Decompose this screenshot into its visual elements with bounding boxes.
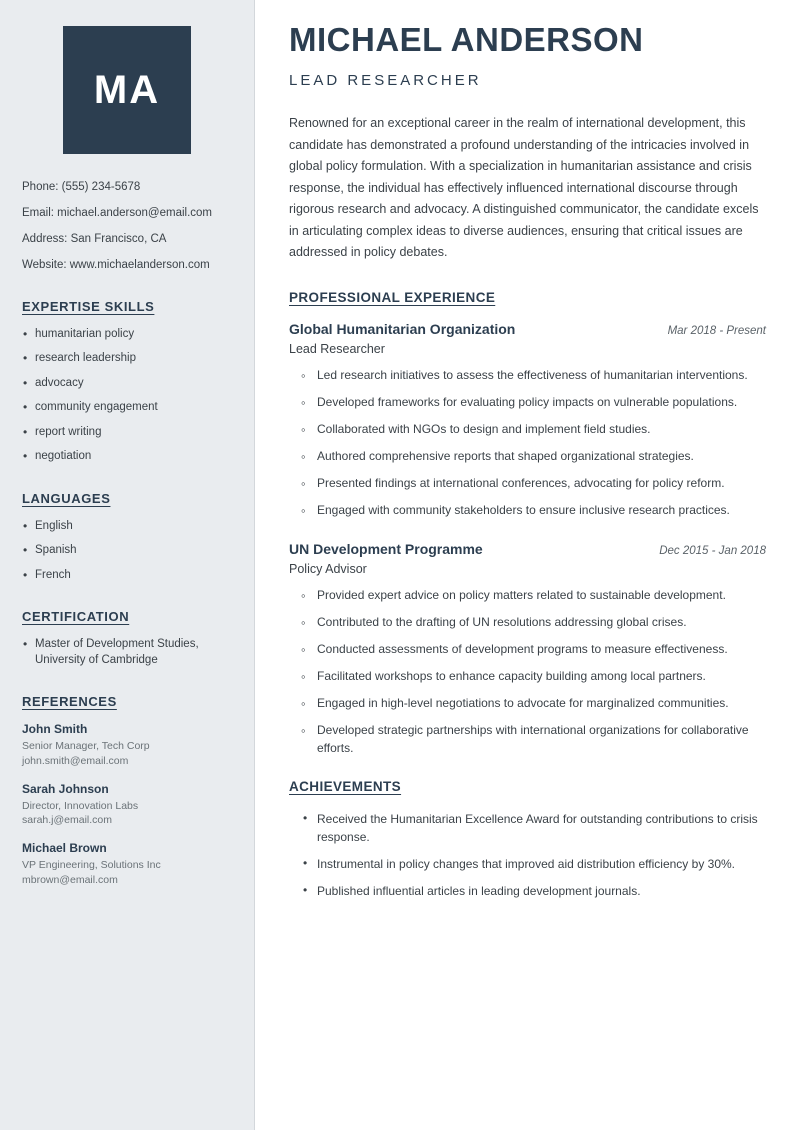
- reference-email: john.smith@email.com: [22, 755, 129, 768]
- contact-email: Email: michael.anderson@email.com: [22, 206, 212, 219]
- experience-header: [289, 321, 766, 337]
- list-item: ◦ Developed strategic partnerships with international organizations for collaborative efforts.: [301, 721, 766, 757]
- languages-list: [22, 519, 232, 584]
- experience-header: [289, 541, 766, 557]
- list-item: • humanitarian policy: [22, 327, 232, 343]
- list-item: • English: [22, 519, 232, 535]
- list-item: ◦ Collaborated with NGOs to design and implement field studies.: [301, 420, 766, 438]
- certification-section: [22, 609, 232, 668]
- reference-role: Director, Innovation Labs: [22, 799, 139, 812]
- list-item: ◦ Contributed to the drafting of UN resolutions addressing global crises.: [301, 613, 766, 631]
- company-name: Global Humanitarian Organization: [289, 320, 516, 337]
- list-item: • negotiation: [22, 449, 232, 465]
- list-item: ◦ Led research initiatives to assess the effectiveness of humanitarian interventions.: [301, 366, 766, 384]
- languages-section: [22, 491, 232, 584]
- expertise-skills-list: [22, 327, 232, 465]
- contact-address: Address: San Francisco, CA: [22, 232, 167, 245]
- employment-dates: Mar 2018 - Present: [667, 324, 766, 337]
- employment-dates: Dec 2015 - Jan 2018: [659, 544, 766, 557]
- references-heading: REFERENCES: [22, 694, 117, 710]
- page-title: MICHAEL ANDERSON: [289, 21, 644, 58]
- list-item: • community engagement: [22, 400, 232, 416]
- avatar-container: [22, 26, 232, 154]
- list-item: [22, 782, 232, 828]
- list-item: • Spanish: [22, 543, 232, 559]
- reference-role: Senior Manager, Tech Corp: [22, 740, 150, 753]
- list-item: ◦ Authored comprehensive reports that shaped organizational strategies.: [301, 447, 766, 465]
- list-item: [22, 841, 232, 887]
- list-item: ◦ Conducted assessments of development programs to measure effectiveness.: [301, 640, 766, 658]
- main-content: [255, 0, 800, 1130]
- expertise-skills-heading: EXPERTISE SKILLS: [22, 298, 155, 314]
- list-item: • advocacy: [22, 376, 232, 392]
- professional-experience-heading: PROFESSIONAL EXPERIENCE: [289, 289, 496, 305]
- achievements-heading: ACHIEVEMENTS: [289, 778, 402, 794]
- list-item: ◦ Provided expert advice on policy matters related to sustainable development.: [301, 586, 766, 604]
- languages-heading: LANGUAGES: [22, 490, 111, 506]
- responsibility-list: [289, 586, 766, 757]
- sidebar: [0, 0, 255, 1130]
- achievements-list: [289, 810, 766, 900]
- certification-list: [22, 637, 232, 668]
- profile-summary: Renowned for an exceptional career in the realm of international development, this candidate has demonstrated a profound understanding of the intricacies involved in global policy formulation. With a specialization in humanitarian assistance and crisis response, the individual has effectively influenced international discourse through rigorous research and advocacy. A distinguished communicator, the candidate excels in articulating complex ideas to diverse audiences, ensuring that critical issues are addressed in policy debates.: [289, 116, 759, 260]
- position-title: Lead Researcher: [289, 341, 385, 356]
- contact-phone: Phone: (555) 234-5678: [22, 181, 141, 193]
- list-item: • Master of Development Studies, University of Cambridge: [22, 637, 232, 668]
- list-item: • French: [22, 568, 232, 584]
- list-item: ◦ Facilitated workshops to enhance capacity building among local partners.: [301, 667, 766, 685]
- list-item: ◦ Developed frameworks for evaluating policy impacts on vulnerable populations.: [301, 393, 766, 411]
- reference-email: sarah.j@email.com: [22, 814, 113, 827]
- position-title: Policy Advisor: [289, 561, 367, 576]
- list-item: • Received the Humanitarian Excellence Award for outstanding contributions to crisis response.: [301, 810, 766, 846]
- reference-name: Michael Brown: [22, 841, 107, 856]
- list-item: [22, 722, 232, 768]
- reference-email: mbrown@email.com: [22, 873, 118, 886]
- expertise-skills-section: [22, 299, 232, 465]
- list-item: ◦ Engaged with community stakeholders to ensure inclusive research practices.: [301, 501, 766, 519]
- list-item: ◦ Engaged in high-level negotiations to advocate for marginalized communities.: [301, 694, 766, 712]
- job-role-subtitle: LEAD RESEARCHER: [289, 72, 482, 90]
- reference-role: VP Engineering, Solutions Inc: [22, 859, 161, 872]
- list-item: • Published influential articles in leading development journals.: [301, 882, 766, 900]
- achievements-section: [289, 779, 766, 900]
- list-item: • Instrumental in policy changes that improved aid distribution efficiency by 30%.: [301, 855, 766, 873]
- company-name: UN Development Programme: [289, 540, 483, 557]
- reference-name: John Smith: [22, 722, 88, 737]
- responsibility-list: [289, 366, 766, 519]
- contact-website: Website: www.michaelanderson.com: [22, 258, 210, 271]
- list-item: ◦ Presented findings at international conferences, advocating for policy reform.: [301, 474, 766, 492]
- avatar: MA: [63, 26, 191, 154]
- experience-entry: [289, 321, 766, 519]
- contact-block: [22, 180, 232, 273]
- experience-entry: [289, 541, 766, 757]
- list-item: • report writing: [22, 425, 232, 441]
- certification-heading: CERTIFICATION: [22, 609, 130, 625]
- references-section: [22, 694, 232, 887]
- professional-experience-section: [289, 290, 766, 757]
- reference-name: Sarah Johnson: [22, 781, 109, 796]
- list-item: • research leadership: [22, 351, 232, 367]
